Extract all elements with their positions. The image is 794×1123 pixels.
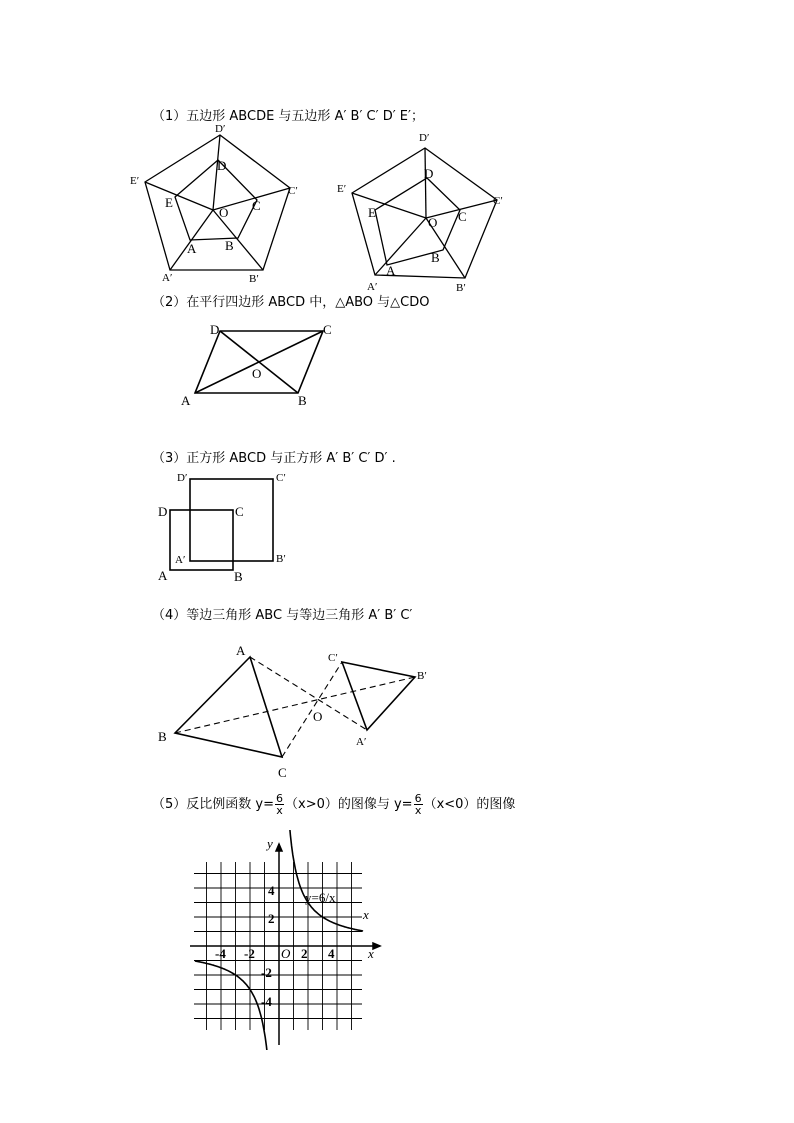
label-E: E [165, 195, 173, 210]
inner-pentagon [375, 178, 460, 265]
label-E-prime: E′ [130, 175, 140, 187]
question-2-number: （2） [152, 295, 187, 310]
x-axis-label-upper: x [363, 907, 369, 922]
label-B-prime: B′ [456, 282, 466, 294]
label-B: B [234, 569, 243, 584]
parallelogram-figure [175, 315, 345, 410]
label-E: E [368, 205, 376, 220]
curve-label: y=6/x [305, 890, 336, 905]
label-E-prime: E′ [337, 183, 347, 195]
label-A-prime: A′ [175, 554, 186, 566]
label-C: C [458, 209, 467, 224]
question-2-body: 在平行四边形 ABCD 中，△ABO 与△CDO [186, 295, 430, 310]
question-4-number: （4） [152, 608, 187, 623]
tick-y-neg2: -2 [261, 965, 272, 980]
question-4-text [152, 604, 412, 623]
curve-branch-positive [289, 830, 363, 931]
label-D-prime: D′ [419, 132, 430, 144]
label-B-prime: B′ [417, 670, 427, 682]
label-A: A [187, 241, 197, 256]
label-B-prime: B′ [249, 273, 259, 285]
label-O: O [428, 215, 438, 230]
label-A: A [181, 393, 191, 408]
label-A-prime: A′ [356, 736, 367, 748]
tick-x-neg4: -4 [215, 946, 226, 961]
fraction-2 [414, 793, 423, 816]
question-3-number: （3） [152, 451, 187, 466]
y-axis-arrow [276, 844, 282, 851]
fraction-2-denominator: x [414, 804, 422, 817]
question-5-body-3: （x<0）的图像 [423, 797, 516, 812]
label-C-prime: C′ [328, 652, 338, 664]
x-axis-arrow [373, 943, 380, 949]
curve-branch-negative [195, 961, 269, 1050]
label-A-prime: A′ [162, 272, 173, 284]
label-C: C [235, 504, 244, 519]
label-B: B [225, 238, 234, 253]
label-D: D [210, 322, 220, 337]
question-4-body: 等边三角形 ABC 与等边三角形 A′ B′ C′ [186, 608, 413, 623]
question-1-body: 五边形 ABCDE 与五边形 A′ B′ C′ D′ E′； [186, 109, 424, 124]
question-3-text [152, 447, 396, 466]
x-axis-label: x [368, 946, 374, 961]
label-D: D [158, 504, 168, 519]
tick-y-2: 2 [268, 911, 275, 926]
label-D: D [217, 158, 227, 173]
tick-y-4: 4 [268, 883, 275, 898]
label-B: B [298, 393, 307, 408]
label-C: C [252, 198, 261, 213]
pentagon-figure-2 [330, 120, 520, 300]
question-5-body-1: 反比例函数 y= [186, 797, 274, 812]
question-1-number: （1） [152, 109, 187, 124]
question-2-text [152, 291, 429, 310]
inverse-function-graph [185, 830, 390, 1050]
label-C: C [323, 322, 332, 337]
label-C-prime: C′ [276, 472, 286, 484]
label-O: O [219, 205, 229, 220]
label-C: C [278, 765, 287, 780]
pentagon-figure-1 [125, 120, 315, 285]
origin-label: O [281, 946, 291, 961]
label-A: A [386, 263, 396, 278]
y-axis-label: y [267, 836, 273, 851]
tick-x-neg2: -2 [244, 946, 255, 961]
label-A: A [236, 643, 246, 658]
fraction-2-numerator: 6 [414, 792, 422, 805]
label-B-prime: B′ [276, 553, 286, 565]
label-A-prime: A′ [367, 281, 378, 293]
label-B: B [158, 729, 167, 744]
question-5-body-2: （x>0）的图像与 y= [285, 797, 413, 812]
tick-y-neg4: -4 [261, 994, 272, 1009]
question-5-number: （5） [152, 797, 187, 812]
squares-figure [150, 465, 300, 590]
label-O: O [313, 709, 323, 724]
tick-x-4: 4 [328, 946, 335, 961]
triangles-figure [150, 635, 450, 785]
question-3-body: 正方形 ABCD 与正方形 A′ B′ C′ D′ . [186, 451, 396, 466]
label-C-prime: C′ [493, 195, 503, 207]
question-5-text [152, 793, 515, 816]
label-O: O [252, 366, 262, 381]
fraction-1-numerator: 6 [276, 792, 283, 805]
label-D: D [424, 166, 434, 181]
label-B: B [431, 250, 440, 265]
label-D-prime: D′ [177, 472, 188, 484]
label-A: A [158, 568, 168, 583]
label-D-prime: D′ [215, 123, 226, 135]
fraction-1 [275, 793, 284, 816]
fraction-1-denominator: x [276, 804, 283, 817]
tick-x-2: 2 [301, 946, 308, 961]
label-C-prime: C′ [288, 185, 298, 197]
